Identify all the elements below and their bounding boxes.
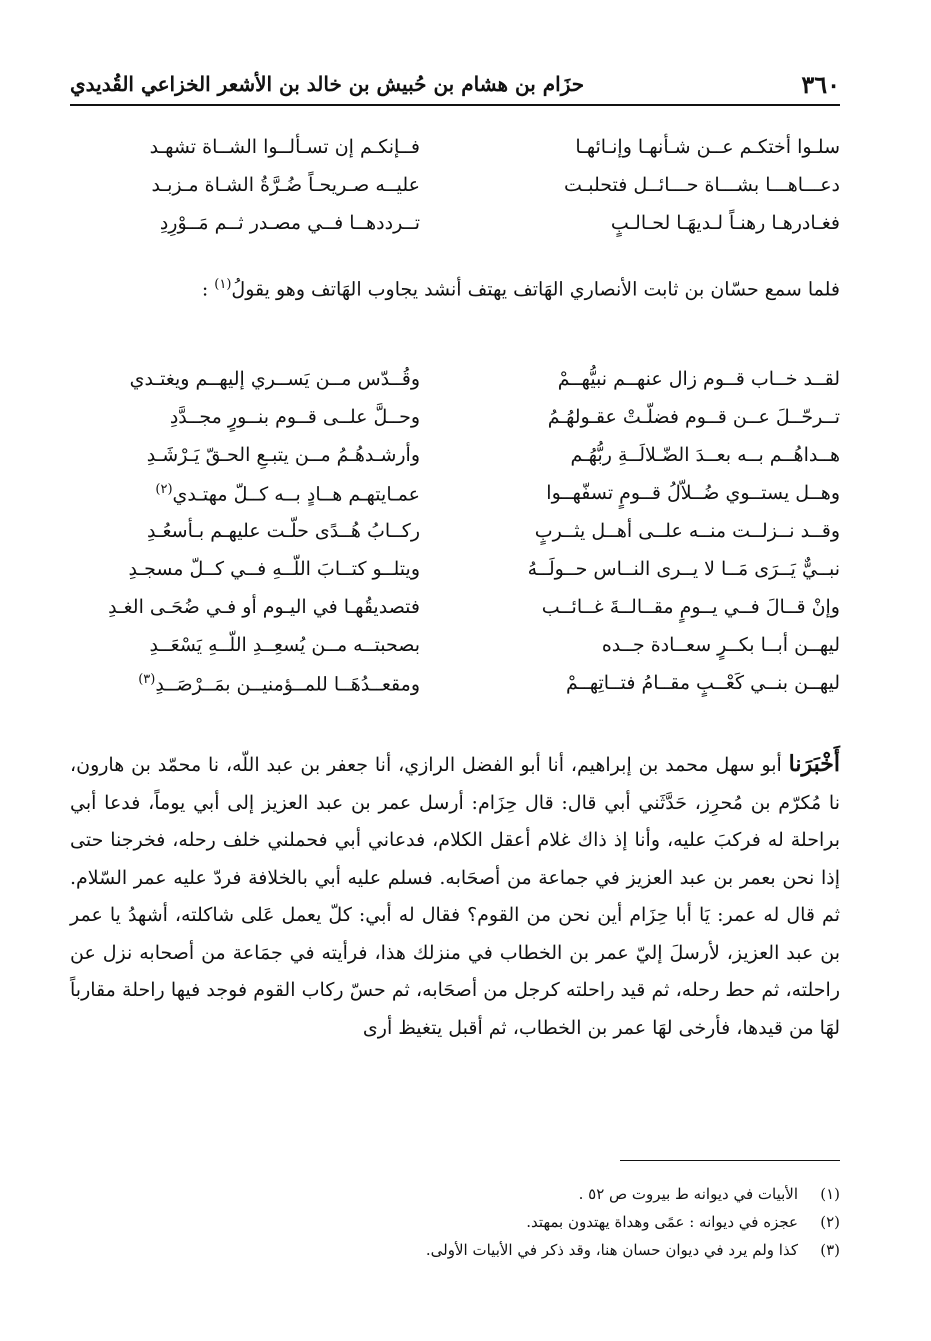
verse-second-half: بصحبتــه مــن يُسعِــدِ اللّــهِ يَسْعَــدِ [149,634,420,656]
verse-second-half: فتصديقُهـا في اليـوم أو فـي ضُحَـى الغـدِ [108,596,420,618]
verse-second-half [70,482,420,505]
verse-second-half: وأرشـدهُـمُ مــن يتبـعِ الحـقّ يَـرْشَـدِ [146,444,420,466]
footnote-text: عجزه في ديوانه : عمًى وهداة يهتدون بمهتد. [526,1213,798,1231]
narration-lead: أَخْبَرَنا [788,751,840,777]
verse-first-half: تــرحّــلَ عــن قــوم فضلّـتْ عقـولهُـمُ [547,406,840,428]
verse-second-half: فــإنكـم إن تسـألــوا الشــاة تشهـد [149,136,420,158]
footnote [70,1208,840,1236]
poem-hassan [70,368,840,710]
verse-first-half: سلـوا أختكـم عــن شـأنهـا وإنـائهـا [575,136,840,158]
verse-second-half: ويتلــو كتــابَ اللّــهِ فــي كــلّ مسجـدِ [128,558,420,580]
footnote-ref: (١) [214,277,232,292]
verse-first-half: نبــيٌّ يَــرَى مَــا لا يــرى النــاس حــولَــهُ [527,558,840,580]
verse-first-half: دعـــاهـــا بشـــاة حـــائــل فتحلبـت [564,174,840,196]
verse-first-half: وهــل يستــوي ضُــلاّلُ قــومٍ تسفّهــوا [546,482,840,504]
verse-line [70,558,840,596]
verse-line [70,368,840,406]
footnote-text: الأبيات في ديوانه ط بيروت ص ٥٢ . [578,1185,798,1203]
verse-first-half: فغـادرهـا رهنـاً لـديهَـا لحـالـبٍ [610,212,840,234]
footnote-rule [620,1160,840,1161]
verse-first-half: هــداهُــم بــه بعــدَ الضّـلالَــةِ ربُّهُـم [570,444,840,466]
verse-second-half: ركــابُ هُــدًى حلّـت عليهـم بـأسعُـدِ [146,520,420,542]
footnote-number: (١) [820,1185,840,1203]
footnote-number: (٣) [820,1241,840,1259]
verse-second-half: تــرددهــا فــي مصـدر ثــم مَــوْرِدِ [159,212,420,234]
running-header [70,62,840,102]
verse-line [70,444,840,482]
verse-second-half: عليــه صـريحـاً ضُـرَّةُ الشـاة مـزبـد [151,174,420,196]
page-number: ٣٦٠ [801,70,840,99]
poem-hatif [70,136,840,250]
verse-text: عمـايتهـم هــادٍ بــه كــلّ مهتـدي [172,483,420,506]
verse-second-half: وقُــدّس مــن يَســري إليهــم ويغتـدي [129,368,420,390]
verse-first-half: وإنْ قــالَ فــي يــومٍ مقــالــةَ غــائــب [541,596,840,618]
verse-first-half: وقــد نــزلــت منــه علــى أهــل يثــربٍ [534,520,840,542]
verse-text: ومقعــدُهَــا للمــؤمنيــن بمَــرْصَــدِ [155,673,420,696]
narration-text: أبو سهل محمد بن إبراهيم، أنا أبو الفضل الرازي، أنا جعفر بن عبد اللّه، نا محمّد بن هارون، نا مُكرّم بن مُحرِز، حَدَّثَني أبي قال: قال حِزَام: أرسل عمر بن عبد العزيز إلى أبي يوماً، فدعا أبي براحلة له فركبَ عليه، وأنا إذ ذاك غلام أعقل الكلام، فدعاني أبي فحملني خلف رحله، فخرجنا حتى إذا نحن بعمر بن عبد العزيز في جماعة من أصحَابه. فسلم عليه أبي بالخلافة فردّ عليه عمر السّلام. ثم قال له عمر: يَا أبا حِزَام أين نحن من القوم؟ فقال له أبي: كلّ يعمل عَلى شاكلته، أشهدُ يا عمر بن عبد العزيز، لأرسلَ إليّ عمر بن الخطاب في منزلك هذا، فرأيته في جمَاعة من أصحابه نزل عن راحلته، ثم حط رحله، ثم قيد راحلته كرجل من أصحَابه، ثم حسّ ركاب القوم فوجد فيها راحلة مقارباً لهَا من قيدها، فأرخى لهَا عمر بن الخطاب، ثم أقبل يتغيظ أرى [70,754,841,1039]
intro-text: فلما سمع حسّان بن ثابت الأنصاري الهَاتف يهتف أنشد يجاوب الهَاتف وهو يقولُ [231,278,840,301]
verse-line [70,672,840,710]
verse-line [70,520,840,558]
footnote-number: (٢) [820,1213,840,1231]
verse-line [70,406,840,444]
footnote-ref: (٣) [138,672,156,687]
verse-line [70,634,840,672]
header-rule [70,104,840,106]
running-title: حزَام بن هشام بن حُبيش بن خالد بن الأشعر الخزاعي القُديدي [70,72,585,96]
verse-second-half: وحــلَّ علــى قــوم بنــورٍ مجــدَّدِ [169,406,420,428]
footnote-ref: (٢) [155,482,173,497]
verse-line [70,596,840,634]
footnotes [70,1180,840,1264]
footnote-text: كذا ولم يرد في ديوان حسان هنا، وقد ذكر في الأبيات الأولى. [425,1241,798,1259]
verse-line [70,136,840,174]
verse-line [70,212,840,250]
footnote [70,1236,840,1264]
verse-line [70,174,840,212]
footnote [70,1180,840,1208]
verse-second-half [70,672,420,695]
intro-tail: : [201,278,209,301]
verse-first-half: لقــد خــاب قــوم زال عنهــم نبيُّهــمْ [557,368,840,390]
narration-paragraph [70,746,840,1047]
verse-first-half: ليهــن أبــا بكــرٍ سعــادة جــده [601,634,840,656]
verse-first-half: ليهــن بنــي كَعْــبٍ مقــامُ فتــاتِهــمْ [565,672,840,694]
verse-line [70,482,840,520]
intro-paragraph [70,266,840,309]
